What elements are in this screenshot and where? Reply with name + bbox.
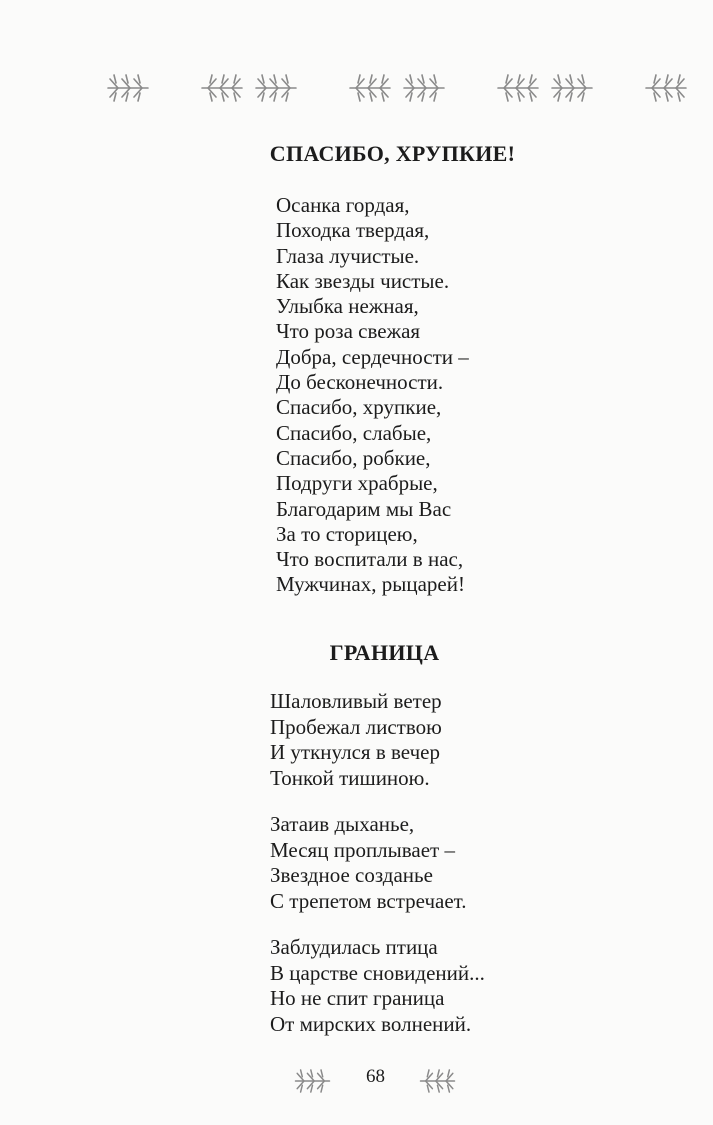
poem2-line: От мирских волнений. [270,1011,472,1036]
poem1-line: Глаза лучистые. [276,243,420,268]
poem2-line: С трепетом встречает. [270,888,467,913]
poem1-line: До бесконечности. [276,370,444,395]
poem2-line: Шаловливый ветер [270,689,442,713]
poem1-line: Мужчинах, рыцарей! [276,572,465,597]
poem1-line: Что воспитали в нас, [276,547,464,572]
poem2-stanza-1 [270,689,442,791]
poem1-line: Улыбка нежная, [276,294,419,319]
poem1-title: СПАСИБО, ХРУПКИЕ! [269,141,516,166]
poem2-stanza-3 [270,935,485,1037]
poem1-line: Спасибо, робкие, [276,445,431,470]
poem2-line: Пробежал листвою [270,714,442,739]
poem2-line: Заблудилась птица [270,935,438,959]
poem1-body [276,193,469,598]
poem1-line: Благодарим мы Вас [276,496,452,521]
top-ornament-border [88,68,700,108]
poem2-line: Тонкой тишиною. [270,765,430,790]
poem2-line: Но не спит граница [270,986,445,1011]
poem2-stanza-2 [270,812,467,914]
poem1-line: Спасибо, хрупкие, [276,395,442,420]
poem1-line: Что роза свежая [276,319,421,344]
poem2-line: И уткнулся в вечер [270,740,440,765]
footer-ornament-left-icon [282,1066,352,1096]
poem1-line: Добра, сердечности – [276,344,469,369]
footer-ornament-right-icon [398,1066,468,1096]
poem2-title: ГРАНИЦА [329,640,440,665]
poem1-line: Походка твердая, [276,218,430,243]
poem1-line: Подруги храбрые, [276,471,438,496]
poem2-line: Затаив дыханье, [270,812,415,836]
poem2-line: В царстве сновидений... [270,960,485,985]
poem1-line: Как звезды чистые. [276,268,450,293]
poem1-line: За то сторицею, [276,521,418,546]
page-number: 68 [366,1066,385,1087]
poem1-line: Осанка гордая, [276,193,410,217]
poem2-line: Месяц проплывает – [270,837,455,862]
poem1-line: Спасибо, слабые, [276,420,432,445]
poem2-line: Звездное созданье [270,863,433,888]
